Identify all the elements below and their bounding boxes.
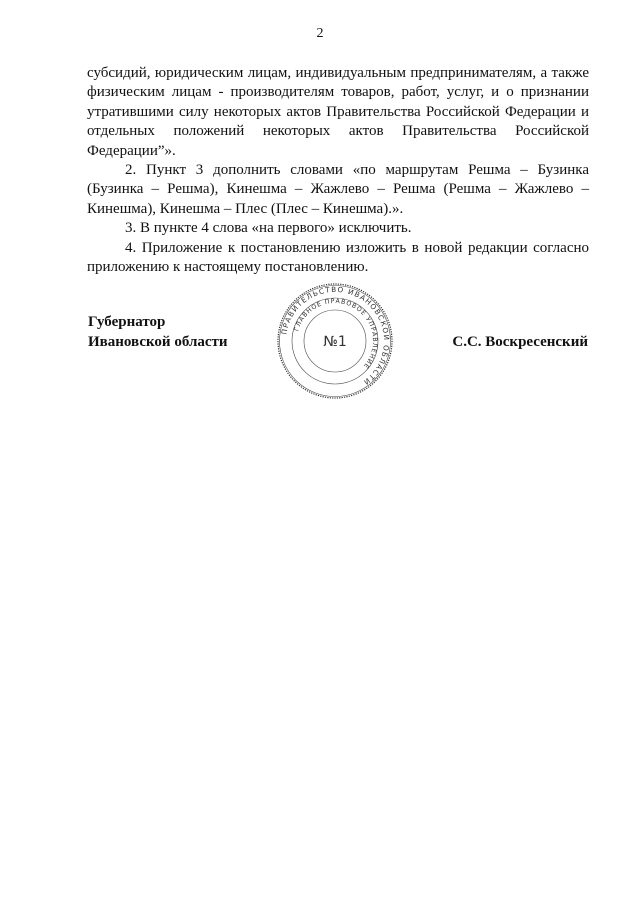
stamp-outer-text: ПРАВИТЕЛЬСТВО ИВАНОВСКОЙ ОБЛАСТИ xyxy=(279,284,392,388)
signatory-name: С.С. Воскресенский xyxy=(452,334,588,350)
stamp-number: №1 xyxy=(323,334,347,350)
official-stamp xyxy=(276,282,394,400)
signatory-title-line1: Губернатор xyxy=(88,314,166,330)
stamp-inner-text: ГЛАВНОЕ ПРАВОВОЕ УПРАВЛЕНИЕ xyxy=(293,297,379,370)
paragraph-continuation: субсидий, юридическим лицам, индивидуальным предпринимателям, а также физическим лицам - производителям товаров, работ, услуг, и о признании утратившими силу некоторых актов Правительства Российской Федерации и отдельных положений некоторых актов Правительства Российской Федерации”». xyxy=(87,65,589,159)
stamp-seal-graphic xyxy=(276,282,394,400)
paragraph-item-4: 4. Приложение к постановлению изложить в новой редакции согласно приложению к настоящему постановлению. xyxy=(87,239,589,276)
signatory-title xyxy=(88,312,228,352)
paragraph-item-2: 2. Пункт 3 дополнить словами «по маршрутам Решма – Бузинка (Бузинка – Решма), Кинешма – Жажлево – Решма (Решма – Жажлево – Кинешма), Кинешма – Плес (Плес – Кинешма).». xyxy=(87,162,589,217)
paragraph-item-3: 3. В пункте 4 слова «на первого» исключить. xyxy=(125,220,412,237)
document-body xyxy=(87,64,589,277)
signatory-title-line2: Ивановской области xyxy=(88,334,228,350)
page-number: 2 xyxy=(316,26,324,41)
